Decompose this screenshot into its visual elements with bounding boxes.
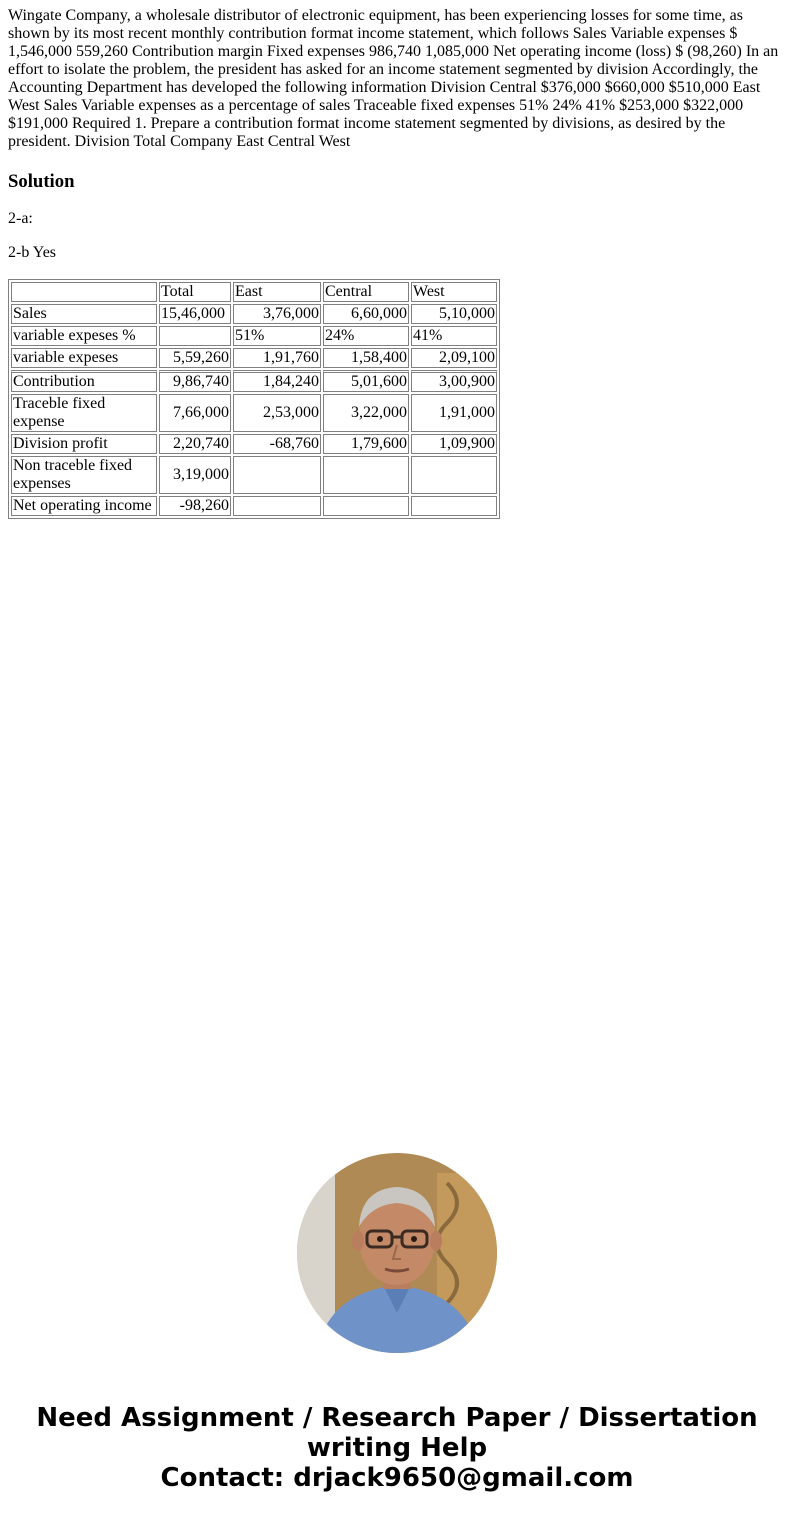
cell-west: 2,09,100	[411, 348, 497, 368]
question-text: Wingate Company, a wholesale distributor of electronic equipment, has been experiencing losses for some time, as shown by its most recent monthly contribution format income statement, which follows Sales Variable expenses $ 1,546,000 559,260 Contribution margin Fixed expenses 986,740 1,085,000 Net operating income (loss) $ (98,260) In an effort to isolate the problem, the president has asked for an income statement segmented by division Accordingly, the Accounting Department has developed the following information Division Central $376,000 $660,000 $510,000 East West Sales Variable expenses as a percentage of sales Traceable fixed expenses 51% 24% 41% $253,000 $322,000 $191,000 Required 1. Prepare a contribution format income statement segmented by divisions, as desired by the president. Division Total Company East Central West	[8, 7, 779, 150]
row-label: Sales	[11, 304, 157, 324]
cell-east: 51%	[233, 326, 321, 346]
cell-west: 1,09,900	[411, 434, 497, 454]
cell-west: 41%	[411, 326, 497, 346]
answer-2a: 2-a:	[8, 210, 33, 227]
cell-east	[233, 496, 321, 516]
row-label: Contribution	[11, 370, 157, 392]
segmented-income-table	[8, 279, 500, 519]
cell-central	[323, 496, 409, 516]
table-row	[11, 326, 497, 346]
cell-west	[411, 496, 497, 516]
cell-central: 5,01,600	[323, 370, 409, 392]
cell-total: 5,59,260	[159, 348, 231, 368]
table-row	[11, 456, 497, 494]
table-row	[11, 304, 497, 324]
cell-central	[323, 456, 409, 494]
cell-total: 9,86,740	[159, 370, 231, 392]
row-label: Traceble fixed expense	[11, 394, 157, 432]
cell-east	[233, 456, 321, 494]
cell-east: -68,760	[233, 434, 321, 454]
table-header-east: East	[233, 282, 321, 302]
row-label: Non traceble fixed expenses	[11, 456, 157, 494]
table-row	[11, 348, 497, 368]
table-header-row	[11, 282, 497, 302]
person-portrait-icon	[297, 1153, 497, 1353]
cell-east: 1,91,760	[233, 348, 321, 368]
cell-central: 24%	[323, 326, 409, 346]
answer-2b: 2-b Yes	[8, 244, 57, 261]
table-header-west: West	[411, 282, 497, 302]
cell-total	[159, 326, 231, 346]
cell-east: 3,76,000	[233, 304, 321, 324]
table-header-total: Total	[159, 282, 231, 302]
table-row	[11, 370, 497, 392]
promo-line-2: writing Help	[306, 1433, 488, 1463]
cell-central: 1,58,400	[323, 348, 409, 368]
cell-total: 2,20,740	[159, 434, 231, 454]
cell-west: 3,00,900	[411, 370, 497, 392]
author-avatar	[297, 1153, 497, 1353]
cell-total: 15,46,000	[159, 304, 231, 324]
cell-central: 1,79,600	[323, 434, 409, 454]
table-header-central: Central	[323, 282, 409, 302]
cell-total: -98,260	[159, 496, 231, 516]
row-label: Division profit	[11, 434, 157, 454]
table-header-label	[11, 282, 157, 302]
table-row	[11, 434, 497, 454]
cell-east: 1,84,240	[233, 370, 321, 392]
table-row	[11, 496, 497, 516]
row-label: variable expeses	[11, 348, 157, 368]
cell-total: 3,19,000	[159, 456, 231, 494]
cell-central: 6,60,000	[323, 304, 409, 324]
row-label: Net operating income	[11, 496, 157, 516]
cell-west: 5,10,000	[411, 304, 497, 324]
promo-line-1: Need Assignment / Research Paper / Dissertation	[36, 1403, 758, 1433]
table-row	[11, 394, 497, 432]
promo-contact: Contact: drjack9650@gmail.com	[160, 1463, 634, 1493]
cell-total: 7,66,000	[159, 394, 231, 432]
cell-east: 2,53,000	[233, 394, 321, 432]
row-label: variable expeses %	[11, 326, 157, 346]
solution-heading: Solution	[8, 171, 75, 192]
promo-banner	[0, 1403, 794, 1493]
cell-central: 3,22,000	[323, 394, 409, 432]
cell-west	[411, 456, 497, 494]
cell-west: 1,91,000	[411, 394, 497, 432]
